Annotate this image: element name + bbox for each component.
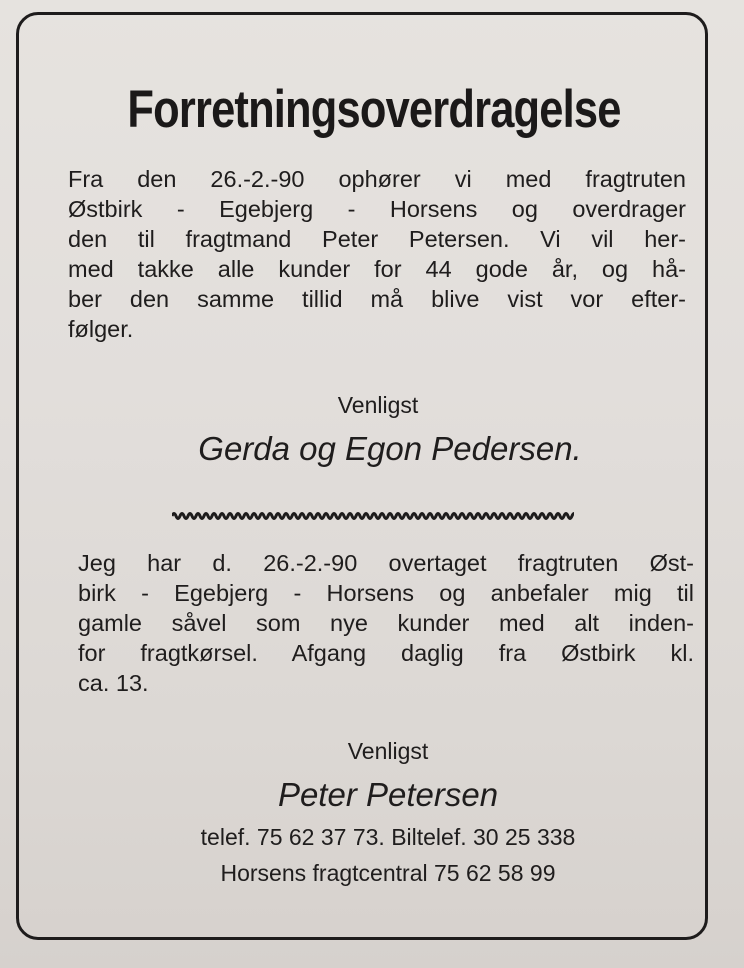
closing-greeting-2: Venligst bbox=[347, 738, 429, 764]
paragraph-takeover-announcement bbox=[78, 548, 694, 698]
phone-numbers: telef. 75 62 37 73. Biltelef. 30 25 338 bbox=[200, 824, 576, 850]
wavy-divider bbox=[172, 508, 574, 524]
paragraph-line: følger. bbox=[68, 316, 134, 342]
paragraph-line: Jeg har d. 26.-2.-90 overtaget fragtruten Øst- bbox=[78, 550, 694, 576]
paragraph-line: ber den samme tillid må blive vist vor efter- bbox=[68, 286, 686, 312]
notice-title: Forretningsoverdragelse bbox=[127, 80, 621, 139]
signature-peter-petersen: Peter Petersen bbox=[277, 776, 499, 813]
paragraph-line: med takke alle kunder for 44 gode år, og hå- bbox=[68, 256, 686, 282]
paragraph-line: den til fragtmand Peter Petersen. Vi vil her- bbox=[68, 226, 686, 252]
paragraph-line: Østbirk - Egebjerg - Horsens og overdrager bbox=[68, 196, 686, 222]
fragtcentral-phone: Horsens fragtcentral 75 62 58 99 bbox=[220, 860, 556, 886]
paragraph-line: ca. 13. bbox=[78, 670, 149, 696]
closing-greeting-1: Venligst bbox=[337, 392, 419, 418]
paragraph-line: for fragtkørsel. Afgang daglig fra Østbirk kl. bbox=[78, 640, 694, 666]
signature-gerda-egon: Gerda og Egon Pedersen. bbox=[198, 430, 582, 467]
paragraph-line: gamle såvel som nye kunder med alt inden- bbox=[78, 610, 694, 636]
paragraph-line: birk - Egebjerg - Horsens og anbefaler mig til bbox=[78, 580, 694, 606]
paragraph-line: Fra den 26.-2.-90 ophører vi med fragtruten bbox=[68, 166, 686, 192]
paragraph-transfer-announcement bbox=[68, 164, 686, 344]
